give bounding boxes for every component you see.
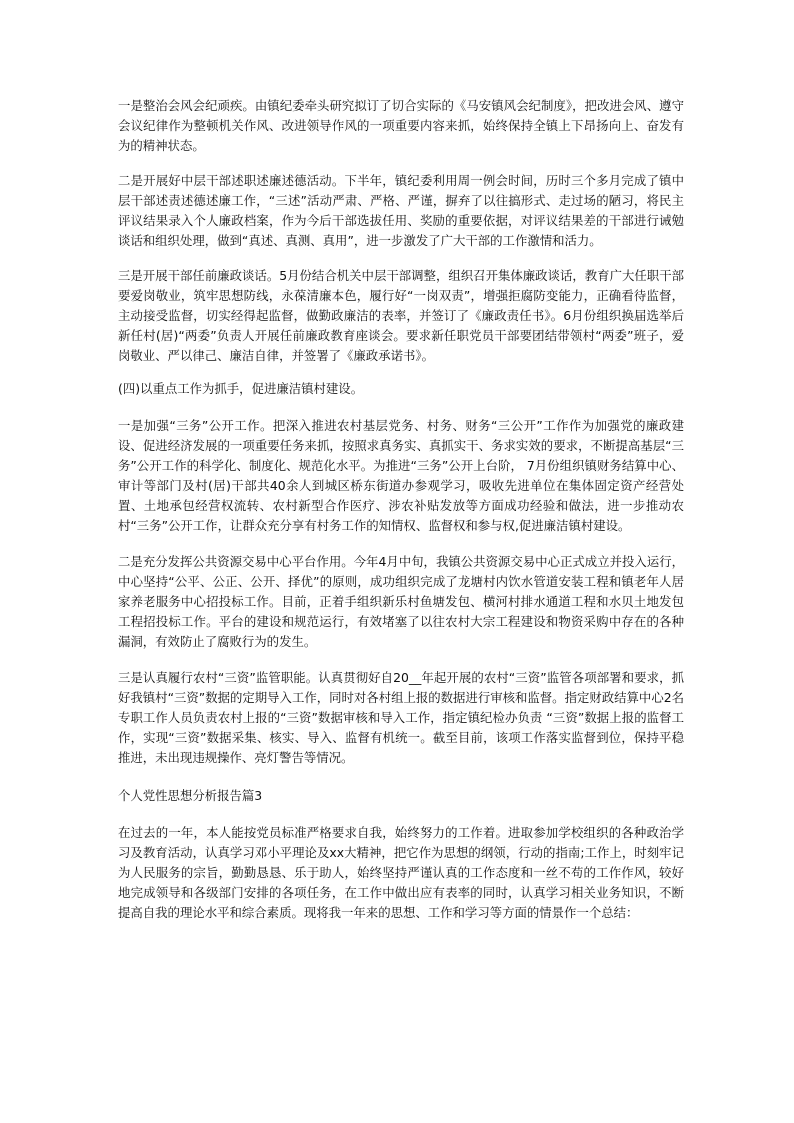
paragraph-meeting-discipline: 一是整治会风会纪顽疾。由镇纪委牵头研究拟订了切合实际的《马安镇风会纪制度》，把改进会风、遵守会议纪律作为整顿机关作风、改进领导作风的一项重要内容来抓，始终保持全镇上下昂扬向上、奋发有为的精神状态。 bbox=[118, 98, 684, 153]
report-section-title: 个人党性思想分析报告篇3 bbox=[118, 788, 263, 803]
paragraph-integrity-talk: 三是开展干部任前廉政谈话。5月份结合机关中层干部调整，组织召开集体廉政谈话，教育广大任职干部要爱岗敬业，筑牢思想防线，永葆清廉本色，履行好“一岗双责”，增强拒腐防变能力，正确看待监督，主动接受监督，切实经得起监督，做勤政廉洁的表率，并签订了《廉政责任书》。6月份组织换届选举后新任村(居)“两委”负责人开展任前廉政教育座谈会。要求新任职党员干部要团结带领村“两委”班子，爱岗敬业、严以律己、廉洁自律，并签署了《廉政承诺书》。 bbox=[118, 268, 684, 363]
paragraph-trading-center: 二是充分发挥公共资源交易中心平台作用。今年4月中旬，我镇公共资源交易中心正式成立并投入运行，中心坚持“公平、公正、公开、择优”的原则，成功组织完成了龙塘村内饮水管道安装工程和镇老年人居家养老服务中心招投标工作。目前，正着手组织新乐村鱼塘发包、横河村排水通道工程和水贝土地发包工程招投标工作。平台的建设和规范运行，有效堵塞了以往农村大宗工程建设和物资采购中存在的各种漏洞，有效防止了腐败行为的发生。 bbox=[118, 554, 684, 649]
section-heading-four: (四)以重点工作为抓手，促进廉洁镇村建设。 bbox=[118, 381, 364, 396]
paragraph-midlevel-report: 二是开展好中层干部述职述廉述德活动。下半年，镇纪委利用周一例会时间，历时三个多月完成了镇中层干部述责述德述廉工作，“三述”活动严肃、严格、严谨，摒弃了以往搞形式、走过场的陋习，将民主评议结果录入个人廉政档案，作为今后干部选拔任用、奖励的重要依据，对评议结果差的干部进行诫勉谈话和组织处理，做到“真述、真测、真用”，进一步激发了广大干部的工作激情和活力。 bbox=[118, 173, 684, 248]
document-body bbox=[118, 96, 684, 923]
paragraph-three-assets: 三是认真履行农村“三资”监管职能。认真贯彻好自20__年起开展的农村“三资”监管各项部署和要求，抓好我镇村“三资”数据的定期导入工作，同时对各村组上报的数据进行审核和监督。指定财政结算中心2名专职工作人员负责农村上报的“三资”数据审核和导入工作，指定镇纪检办负责 “三资”数据上报的监督工作，实现“三资”数据采集、核实、导入、监督有机统一。截至目前，该项工作落实监督到位，保持平稳推进，未出现违规操作、亮灯警告等情况。 bbox=[118, 670, 684, 765]
paragraph-report-intro: 在过去的一年，本人能按党员标准严格要求自我，始终努力的工作着。进取参加学校组织的各种政治学习及教育活动，认真学习邓小平理论及xx大精神，把它作为思想的纲领，行动的指南;工作上，时刻牢记为人民服务的宗旨，勤勤恳恳、乐于助人，始终坚持严谨认真的工作态度和一丝不苟的工作作风，较好地完成领导和各级部门安排的各项任务，在工作中做出应有表率的同时，认真学习相关业务知识，不断提高自我的理论水平和综合素质。现将我一年来的思想、工作和学习等方面的情景作一个总结： bbox=[118, 825, 684, 920]
paragraph-three-affairs: 一是加强“三务”公开工作。把深入推进农村基层党务、村务、财务“三公开”工作作为加强党的廉政建设、促进经济发展的一项重要任务来抓，按照求真务实、真抓实干、务求实效的要求，不断提高基层“三务”公开工作的科学化、制度化、规范化水平。为推进“三务”公开上台阶， 7月份组织镇财务结算中心、审计等部门及村(居)干部共40余人到城区桥东街道办参观学习，吸收先进单位在集体固定资产经营处置、土地承包经营权流转、农村新型合作医疗、涉农补贴发放等方面成功经验和做法，进一步推动农村“三务”公开工作，让群众充分享有村务工作的知情权、监督权和参与权,促进廉洁镇村建设。 bbox=[118, 418, 684, 533]
